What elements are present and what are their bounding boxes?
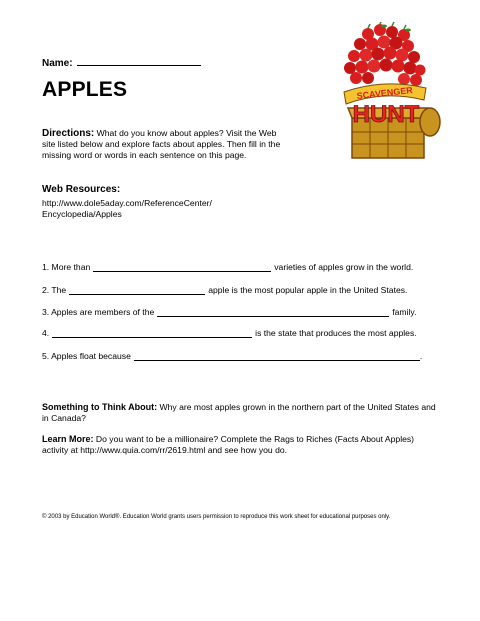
url-line-1: http://www.dole5aday.com/ReferenceCenter/ <box>42 198 212 208</box>
scavenger-hunt-logo-art <box>338 22 442 162</box>
question-1 <box>42 260 413 272</box>
url-line-2: Encyclopedia/Apples <box>42 209 122 219</box>
question-2-pre: 2. The <box>42 285 67 295</box>
question-4-blank[interactable] <box>52 328 252 338</box>
apple-pile <box>344 22 426 86</box>
question-3-blank[interactable] <box>157 307 389 317</box>
page-title: APPLES <box>42 78 128 101</box>
think-label: Something to Think About: <box>42 402 158 412</box>
directions-label: Directions: <box>42 128 95 139</box>
logo-word-top: SCAVENGER <box>356 85 414 101</box>
question-2-post: apple is the most popular apple in the United States. <box>208 285 408 295</box>
question-1-blank[interactable] <box>93 262 271 272</box>
think-text: Why are most apples grown in the northern part of the United States and in Canada? <box>42 402 436 423</box>
question-5 <box>42 349 422 361</box>
name-label: Name: <box>42 58 73 69</box>
web-resources-heading: Web Resources: <box>42 184 121 195</box>
web-resource-url[interactable] <box>42 198 262 220</box>
directions-text: What do you know about apples? Visit the Web site listed below and explore facts about apples. Then fill in the missing word or words in each sentence on this page. <box>42 128 281 160</box>
think-about-paragraph <box>42 402 442 424</box>
learn-label: Learn More: <box>42 434 94 444</box>
question-5-pre: 5. Apples float because <box>42 351 131 361</box>
question-1-pre: 1. More than <box>42 262 91 272</box>
name-field-row <box>42 56 201 69</box>
copyright-notice: © 2003 by Education World®. Education World grants users permission to reproduce this work sheet for educational purposes only. <box>42 514 391 520</box>
question-3-post: family. <box>392 307 417 317</box>
question-2-blank[interactable] <box>69 285 205 295</box>
question-4-post: is the state that produces the most apples. <box>255 328 417 338</box>
name-blank[interactable] <box>77 56 201 66</box>
question-1-post: varieties of apples grow in the world. <box>274 262 414 272</box>
question-3 <box>42 305 416 317</box>
learn-text: Do you want to be a millionaire? Complete the Rags to Riches (Facts About Apples) activity at http://www.quia.com/rr/2619.html and see how you do. <box>42 434 415 455</box>
question-3-pre: 3. Apples are members of the <box>42 307 155 317</box>
question-4-pre: 4. <box>42 328 50 338</box>
question-5-blank[interactable] <box>134 351 423 361</box>
question-4 <box>42 326 417 338</box>
learn-more-paragraph <box>42 434 442 456</box>
directions-paragraph <box>42 128 292 161</box>
question-5-post: . <box>419 351 423 361</box>
question-2 <box>42 283 407 295</box>
logo-word-bottom: HUNT <box>352 101 420 128</box>
scavenger-hunt-logo <box>338 22 442 162</box>
